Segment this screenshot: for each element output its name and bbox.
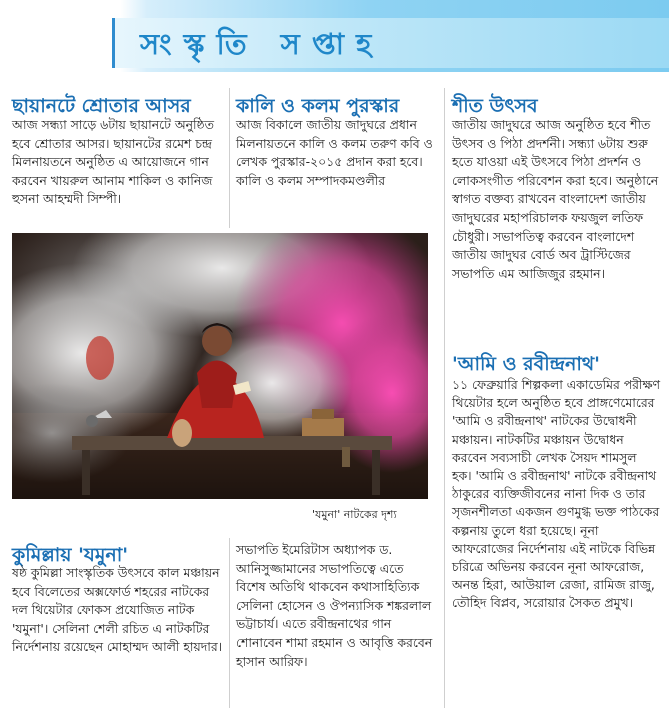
- column-divider: [444, 88, 445, 708]
- stage-photo: [12, 233, 428, 499]
- article-body-continuation: সভাপতি ইমেরিটাস অধ্যাপক ড. আনিসুজ্জামানের সভাপতিত্বে এতে বিশেষ অতিথি থাকবেন কথাসাহিত্যিক সেলিনা হোসেন ও ঔপন্যাসিক শঙ্করলাল ভট্টাচার্য। এতে রবীন্দ্রনাথের গান শোনাবেন শামা রহমান ও আবৃত্তি করবেন হাসান আরিফ।: [236, 542, 433, 669]
- section-banner: [0, 0, 669, 72]
- article-body-sheet-utsab: জাতীয় জাদুঘরে আজ অনুষ্ঠিত হবে শীত উৎসব ও পিঠা প্রদর্শনী। সন্ধ্যা ৬টায় শুরু হতে যাওয়া এই উৎসবে পিঠা প্রদর্শন ও লোকসংগীত পরিবেশন করা হবে। অনুষ্ঠানে স্বাগত বক্তব্য রাখবেন বাংলাদেশ জাতীয় জাদুঘরের মহাপরিচালক ফয়জুল লতিফ চৌধুরী। সভাপতিত্ব করবেন বাংলাদেশ জাতীয় জাদুঘর বোর্ড অব ট্রাস্টিজের সভাপতি এম আজিজুর রহমান।: [452, 117, 659, 281]
- headline-chhayanaut: ছায়ানটে শ্রোতার আসর: [12, 95, 191, 117]
- article-body-chhayanaut: আজ সন্ধ্যা সাড়ে ৬টায় ছায়ানটে অনুষ্ঠিত হবে শ্রোতার আসর। ছায়ানটের রমেশ চন্দ্র মিলনায়তনে অনুষ্ঠিত এ আয়োজনে গান করবেন খায়রুল আনাম শাকিল ও কানিজ হুসনা আহম্মদী সিম্পী।: [12, 117, 214, 207]
- section-title: সংস্কৃতি সপ্তাহ: [140, 27, 384, 61]
- stage-scene-illustration: [12, 233, 428, 499]
- headline-comilla: কুমিল্লায় 'যমুনা': [12, 544, 129, 566]
- headline-ami-rabindranath: 'আমি ও রবীন্দ্রনাথ': [452, 353, 600, 375]
- column-divider: [229, 538, 230, 708]
- article-body-kali-kolom: আজ বিকালে জাতীয় জাদুঘরে প্রধান মিলনায়তনে কালি ও কলম তরুণ কবি ও লেখক পুরস্কার-২০১৫ প্রদান করা হবে। কালি ও কলম সম্পাদকমণ্ডলীর: [236, 117, 433, 188]
- article-body-ami-rabindranath: ১১ ফেব্রুয়ারি শিল্পকলা একাডেমির পরীক্ষণ থিয়েটার হলে অনুষ্ঠিত হবে প্রাঙ্গণেমোরের 'আমি ও রবীন্দ্রনাথ' নাটকের উদ্বোধনী মঞ্চায়ন। নাটকটির মঞ্চায়ন উদ্বোধন করবেন সব্যসাচী লেখক সৈয়দ শামসুল হক। 'আমি ও রবীন্দ্রনাথ' নাটকে রবীন্দ্রনাথ ঠাকুরের ব্যক্তিজীবনের নানা দিক ও তার সৃজনশীলতা একজন গুণমুগ্ধ ভক্ত পাঠকের কল্পনায় তুলে ধরা হয়েছে। নূনা আফরোজের নির্দেশনায় এই নাটকে বিভিন্ন চরিত্রে অভিনয় করবেন নূনা আফরোজ, অনন্ত হিরা, আউয়াল রেজা, রামিজ রাজু, তৌহিদ বিপ্লব, সরোয়ার সৈকত প্রমুখ।: [452, 377, 661, 611]
- headline-sheet-utsab: শীত উৎসব: [452, 95, 538, 117]
- column-divider: [229, 88, 230, 228]
- article-body-comilla: ষষ্ঠ কুমিল্লা সাংস্কৃতিক উৎসবে কাল মঞ্চায়ন হবে বিলেতের অক্সফোর্ড শহরের নাটকের দল থিয়েটার ফোকস প্রযোজিত নাটক 'যমুনা'। সেলিনা শেলী রচিত এ নাটকটির নির্দেশনায় রয়েছেন মোহাম্মদ আলী হায়দার।: [12, 565, 223, 655]
- photo-caption: 'যমুনা' নাটকের দৃশ্য: [312, 508, 397, 521]
- headline-kali-kolom: কালি ও কলম পুরস্কার: [236, 95, 400, 117]
